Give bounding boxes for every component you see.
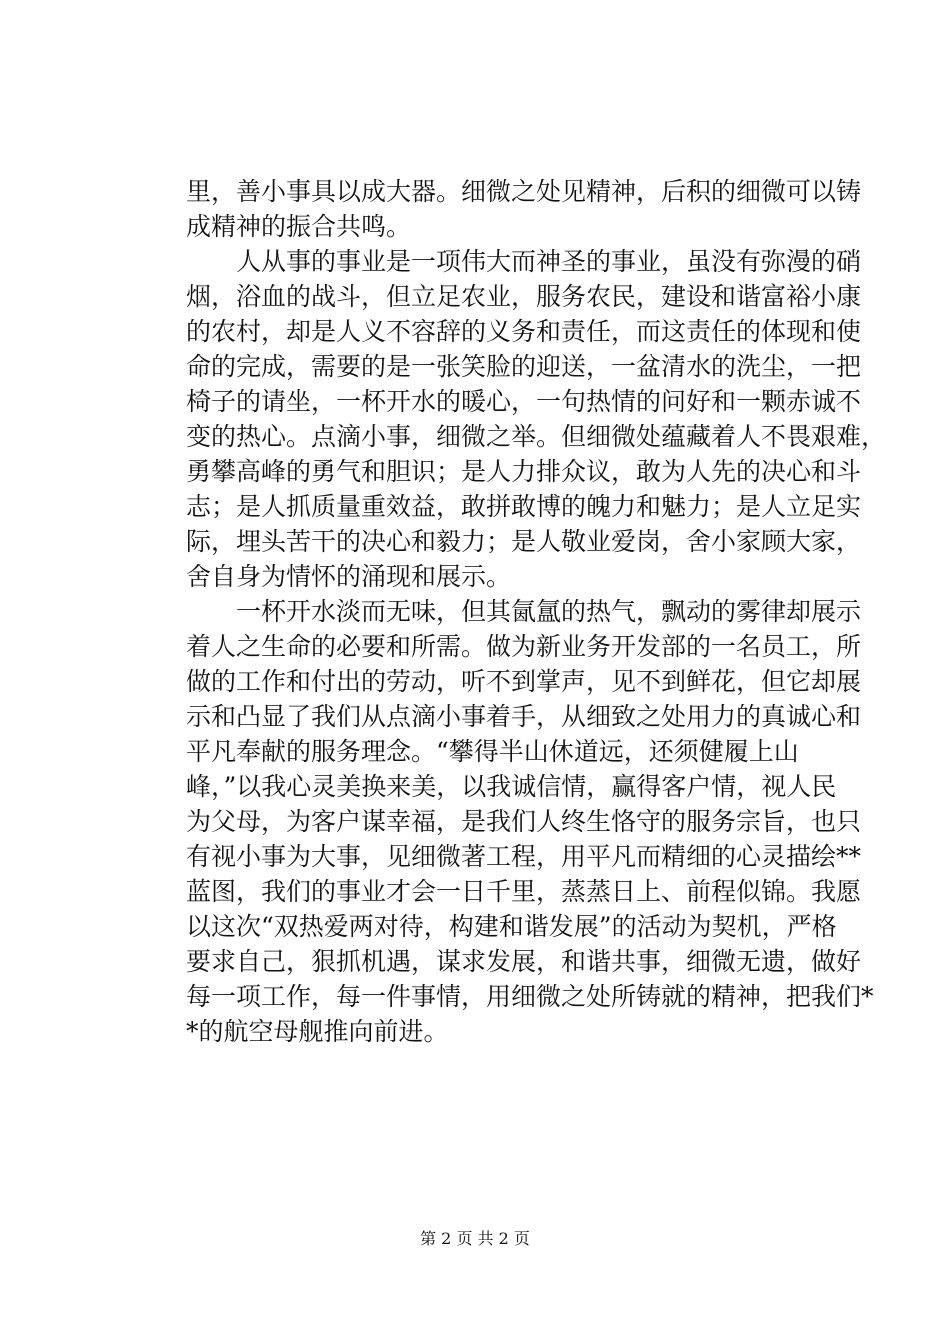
- text-line: 勇攀高峰的勇气和胆识；是人力排众议，敢为人先的决心和斗: [186, 457, 862, 486]
- text-line: 变的热心。点滴小事，细微之举。但细微处蕴藏着人不畏艰难，: [186, 422, 887, 451]
- text-line: 有视小事为大事，见细微著工程，用平凡而精细的心灵描绘**: [186, 842, 862, 871]
- text-line: 平凡奉献的服务理念。“攀得半山休道远，还须健履上山: [186, 737, 799, 766]
- text-line: 做的工作和付出的劳动，听不到掌声，见不到鲜花，但它却展: [186, 667, 862, 696]
- text-line: 际，埋头苦干的决心和毅力；是人敬业爱岗，舍小家顾大家，: [186, 527, 862, 556]
- text-line: *的航空母舰推向前进。: [186, 1017, 449, 1046]
- text-line: 烟，浴血的战斗，但立足农业，服务农民，建设和谐富裕小康: [186, 282, 862, 311]
- text-line: 舍自身为情怀的涌现和展示。: [186, 562, 512, 591]
- text-line: 着人之生命的必要和所需。做为新业务开发部的一名员工，所: [186, 632, 862, 661]
- text-line: 峰，”以我心灵美换来美，以我诚信情，赢得客户情，视人民: [186, 772, 837, 801]
- text-line: 示和凸显了我们从点滴小事着手，从细致之处用力的真诚心和: [186, 702, 862, 731]
- page-footer: 第 2 页 共 2 页: [420, 1229, 530, 1248]
- text-line: 里，善小事具以成大器。细微之处见精神，后积的细微可以铸: [186, 177, 862, 206]
- text-line: 以这次“双热爱两对待，构建和谐发展”的活动为契机，严格: [186, 912, 837, 941]
- text-line: 命的完成，需要的是一张笑脸的迎送，一盆清水的洗尘，一把: [186, 352, 862, 381]
- text-line: 志；是人抓质量重效益，敢拼敢博的魄力和魅力；是人立足实: [186, 492, 862, 521]
- text-line: 人从事的事业是一项伟大而神圣的事业，虽没有弥漫的硝: [236, 247, 862, 276]
- text-line: 每一项工作，每一件事情，用细微之处所铸就的精神，把我们*: [186, 982, 874, 1011]
- text-line: 一杯开水淡而无味，但其氤氲的热气，飘动的雾律却展示: [236, 597, 862, 626]
- text-line: 蓝图，我们的事业才会一日千里，蒸蒸日上、前程似锦。我愿: [186, 877, 862, 906]
- text-line: 椅子的请坐，一杯开水的暖心，一句热情的问好和一颗赤诚不: [186, 387, 862, 416]
- text-line: 为父母，为客户谋幸福，是我们人终生恪守的服务宗旨，也只: [186, 807, 862, 836]
- document-body: [186, 174, 887, 1049]
- text-line: 成精神的振合共鸣。: [186, 212, 412, 241]
- text-line: 要求自己，狠抓机遇，谋求发展，和谐共事，细微无遗，做好: [186, 947, 862, 976]
- text-line: 的农村，却是人义不容辞的义务和责任，而这责任的体现和使: [186, 317, 862, 346]
